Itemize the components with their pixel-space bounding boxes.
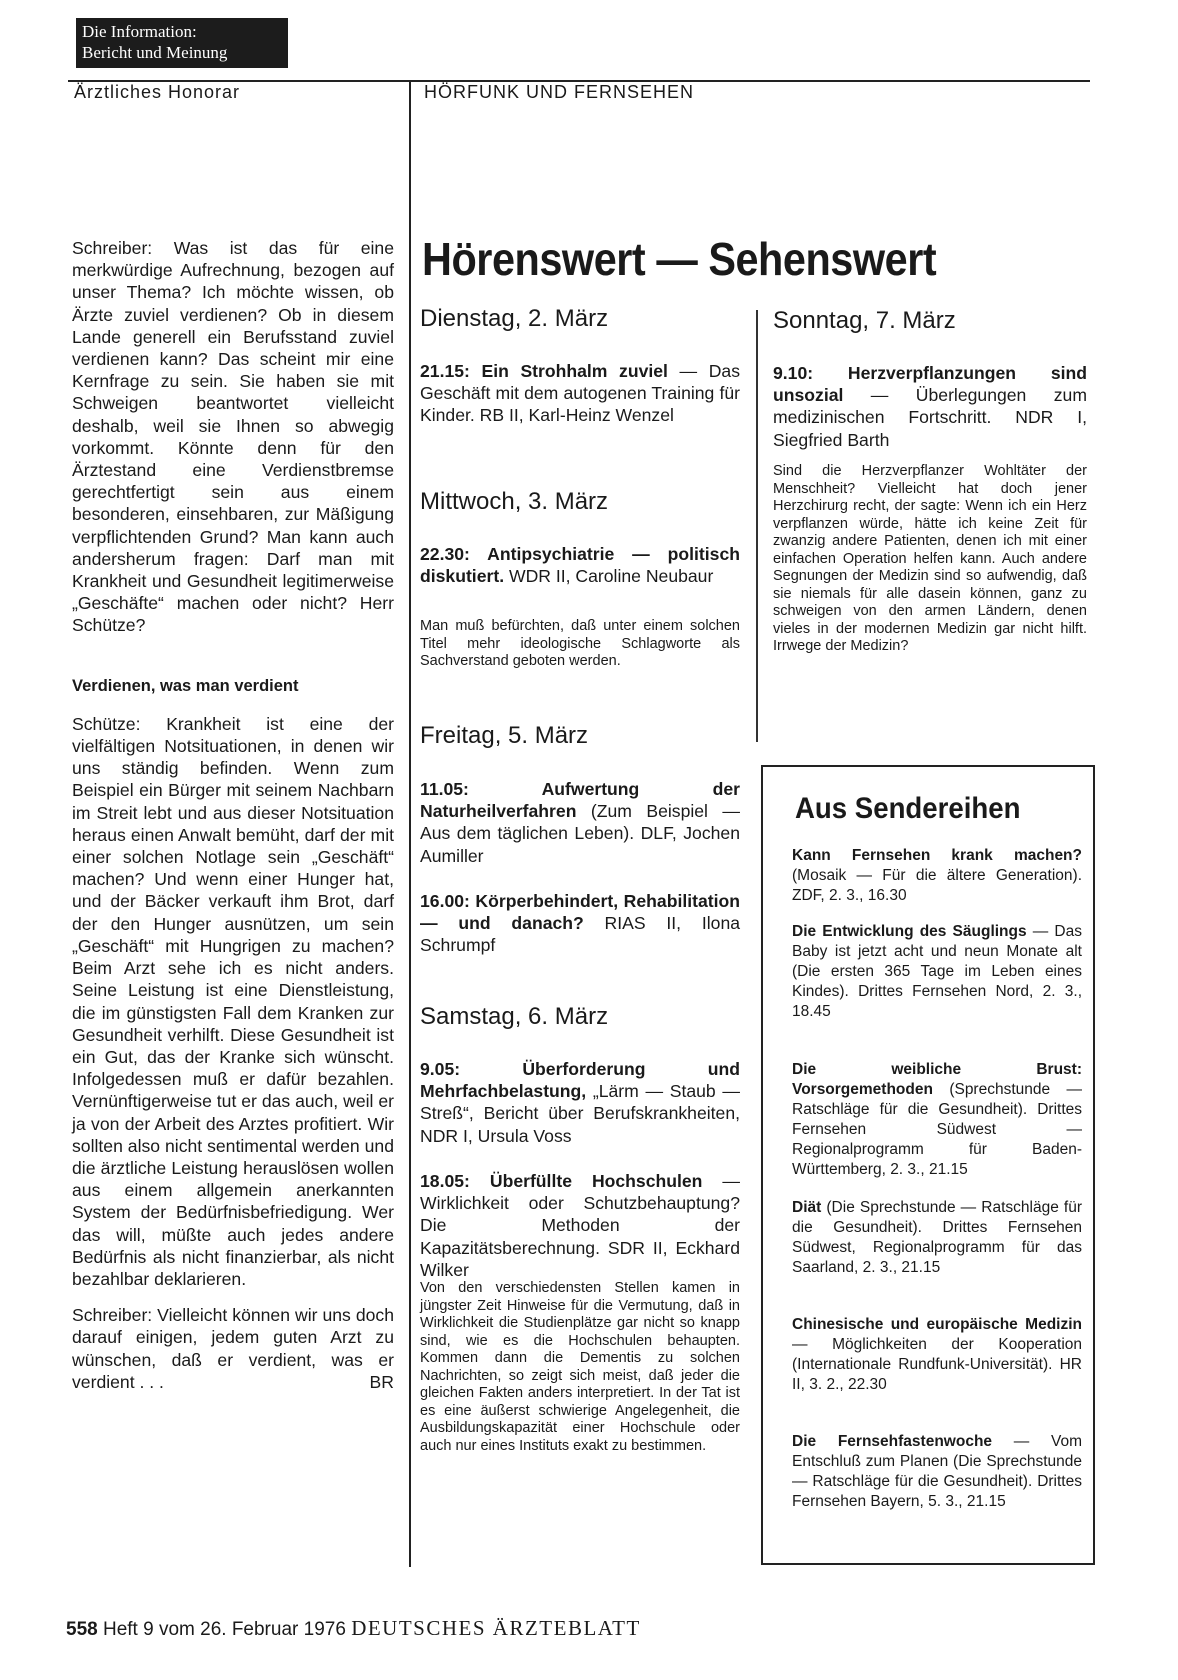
series-details: — Vom Entschluß zum Planen (Die Sprechstunde — Ratschläge für die Gesundheit). Drittes Fernsehen Bayern, 5. 3., 21.15 [792, 1433, 1082, 1510]
left-section-title: Ärztliches Honorar [74, 82, 241, 102]
series-details: — Das Baby ist jetzt acht und neun Monate alt (Die ersten 365 Tage im Leben eines Kindes). Drittes Fernsehen Nord, 2. 3., 18.45 [792, 923, 1082, 1020]
series-details: (Die Sprechstunde — Ratschläge für die Gesundheit). Drittes Fernsehen Südwest, Regionalprogramm für das Saarland, 2. 3., 21.15 [792, 1199, 1082, 1276]
program-details: WDR II, Caroline Neubaur [504, 566, 714, 587]
program-details: (Zum Beispiel — Aus dem täglichen Leben). DLF, Jochen Aumiller [420, 801, 740, 866]
program-comment: Man muß befürchten, daß unter einem solchen Titel mehr ideologische Schlagworte als Sachverstand geboten werden. [420, 618, 740, 669]
issue-info: Heft 9 vom 26. Februar 1976 [102, 1619, 346, 1640]
program-details: RIAS II, Ilona Schrumpf [420, 913, 741, 956]
program-entry [420, 1170, 740, 1281]
program-title: 16.00: Körperbehindert, Rehabilitation — und danach? [420, 891, 740, 934]
series-details: (Sprechstunde — Ratschläge für die Gesundheit). Drittes Fernsehen Südwest — Regionalprogramm für Baden-Württemberg, 2. 3., 21.15 [792, 1081, 1082, 1178]
series-details: (Mosaik — Für die ältere Generation). ZDF, 2. 3., 16.30 [792, 867, 1082, 904]
article-paragraph-3 [72, 1304, 394, 1393]
program-entry [420, 1058, 740, 1147]
series-entry [792, 846, 1082, 906]
program-entry [773, 362, 1087, 451]
series-title: Die weibliche Brust: Vorsorgemethoden [792, 1061, 1082, 1098]
program-entry [420, 778, 740, 867]
series-details: — Möglichkeiten der Kooperation (Internationale Rundfunk-Universität). HR II, 3. 2., 22.30 [792, 1336, 1082, 1393]
series-title: Chinesische und europäische Medizin [792, 1316, 1082, 1333]
series-entry [792, 1432, 1082, 1512]
article-paragraph-2: Schütze: Krankheit ist eine der vielfältigen Notsituationen, in denen wir uns ständig befinden. Wenn zum Beispiel ein Bürger mit seinem Nachbarn im Streit lebt und aus dieser Notsituation heraus einen Anwalt bemüht, darf der mit einer solchen Notlage sein „Geschäft“ machen? Und wenn einer Hunger hat, und der Bäcker verkauft ihm Brot, darf der den Hunger ausnützen, um sein „Geschäft“ mit Hungrigen zu machen? Beim Arzt sehe ich es nicht anders. Seine Leistung ist eine Dienstleistung, die im günstigsten Fall dem Kranken zur Gesundheit verhilft. Diese Gesundheit ist ein Gut, das der Kranke sich wünscht. Infolgedessen muß er dafür bezahlen. Vernünftigerweise tut er das auch, weil er ja von der Arbeit des Arztes profitiert. Wir sollten also nicht sentimental werden und die ärztliche Leistung herauslösen wollen aus einem allgemein anerkannten System der Bedürfnisbefriedigung. Wer das will, müßte auch jedes andere Bedürfnis als nicht finanzierbar, als nicht bezahlbar deklarieren. [72, 713, 394, 1289]
series-entry [792, 1060, 1082, 1180]
program-details: — Überlegungen zum medizinischen Fortschritt. NDR I, Siegfried Barth [773, 385, 1087, 450]
series-title: Die Fernsehfastenwoche [792, 1433, 993, 1450]
program-title: 9.10: Herzverpflanzungen sind unsozial [773, 363, 1087, 406]
column-divider-right [756, 310, 758, 742]
program-entry [420, 360, 740, 427]
sendereihen-title: Aus Sendereihen [795, 792, 1021, 825]
program-details: „Lärm — Staub — Streß“, Bericht über Berufskrankheiten, NDR I, Ursula Voss [420, 1081, 740, 1146]
page-footer [66, 1616, 641, 1641]
program-entry [420, 890, 740, 957]
badge-line-1: Die Information: [82, 22, 197, 41]
article-paragraph-3-text: Schreiber: Vielleicht können wir uns doch darauf einigen, jedem guten Arzt zu wünschen, daß er verdient, was er verdient . . . [72, 1305, 394, 1392]
series-title: Diät [792, 1199, 822, 1216]
page-headline: Hörenswert — Sehenswert [422, 233, 937, 285]
badge-line-2: Bericht und Meinung [82, 43, 228, 62]
program-title: 22.30: Antipsychiatrie — politisch diskutiert. [420, 544, 740, 587]
program-entry [420, 543, 740, 587]
program-comment: Von den verschiedensten Stellen kamen in jüngster Zeit Hinweise für die Vermutung, daß in Wirklichkeit die Studienplätze gar nicht so knapp sind, wie es die Hochschulen behaupten. Kommen dann die Dementis zu solchen Nachrichten, so zeigt sich meist, daß jeder die gleichen Fakten anders interpretiert. In der Tat ist es eine äußerst schwierige Angelegenheit, die Ausbildungskapazität einer Hochschule oder auch nur eines Instituts exakt zu bestimmen. [420, 1280, 740, 1454]
magazine-name: DEUTSCHES ÄRZTEBLATT [351, 1616, 641, 1640]
series-entry [792, 1315, 1082, 1395]
day-heading-samstag: Samstag, 6. März [420, 1003, 609, 1030]
program-details: — Das Geschäft mit dem autogenen Training für Kinder. RB II, Karl-Heinz Wenzel [420, 361, 740, 426]
day-heading-dienstag: Dienstag, 2. März [420, 305, 609, 332]
program-details: — Wirklichkeit oder Schutzbehauptung? Die Methoden der Kapazitätsberechnung. SDR II, Eckhard Wilker [420, 1171, 740, 1280]
article-subhead: Verdienen, was man verdient [72, 676, 299, 695]
program-title: 21.15: Ein Strohhalm zuviel [420, 361, 668, 381]
series-title: Die Entwicklung des Säuglings [792, 923, 1027, 940]
right-section-title: HÖRFUNK UND FERNSEHEN [424, 82, 695, 102]
series-entry [792, 922, 1082, 1022]
article-column [72, 237, 394, 1393]
page-number: 558 [66, 1619, 98, 1640]
section-badge [76, 18, 288, 68]
column-divider [409, 80, 411, 1567]
article-paragraph-1: Schreiber: Was ist das für eine merkwürdige Aufrechnung, bezogen auf unser Thema? Ich möchte wissen, ob Ärzte zuviel verdienen? Ob in diesem Lande generell ein Berufsstand zuviel verdienen kann? Das scheint mir eine Kernfrage zu sein. Sie haben sie mit Schweigen beantwortet vielleicht deshalb, weil sie Ihnen so abwegig vorkommt. Könnte denn für den Ärztestand eine Verdienstbremse gerechtfertigt sein aus einem besonderen, einsehbaren, zur Mäßigung verpflichtenden Grund? Man kann auch andersherum fragen: Darf man mit Krankheit und Gesundheit legitimerweise „Geschäfte“ machen oder nicht? Herr Schütze? [72, 238, 394, 636]
series-title: Kann Fernsehen krank machen? [792, 847, 1082, 864]
program-title: 9.05: Überforderung und Mehrfachbelastung, [420, 1059, 740, 1102]
day-heading-sonntag: Sonntag, 7. März [773, 307, 956, 334]
day-heading-mittwoch: Mittwoch, 3. März [420, 488, 609, 515]
program-title: 11.05: Aufwertung der Naturheilverfahren [420, 779, 740, 822]
program-title: 18.05: Überfüllte Hochschulen [420, 1171, 703, 1191]
day-heading-freitag: Freitag, 5. März [420, 722, 589, 749]
series-entry [792, 1198, 1082, 1278]
program-comment: Sind die Herzverpflanzer Wohltäter der Menschheit? Vielleicht hat doch jener Herzchirurg recht, der sagte: Wenn ich ein Herz verpflanzen würde, hätte ich keine Zeit für zwanzig andere Patienten, denen ich mit einer einfachen Operation helfen kann. Auch andere Segnungen der Medizin sind so aufwendig, daß sie niemals für alle dasein können, ganz zu schweigen von den armen Ländern, denen vieles in der modernen Medizin gar nicht hilft. Irrwege der Medizin? [773, 463, 1087, 654]
author-signature: BR [369, 1371, 394, 1392]
